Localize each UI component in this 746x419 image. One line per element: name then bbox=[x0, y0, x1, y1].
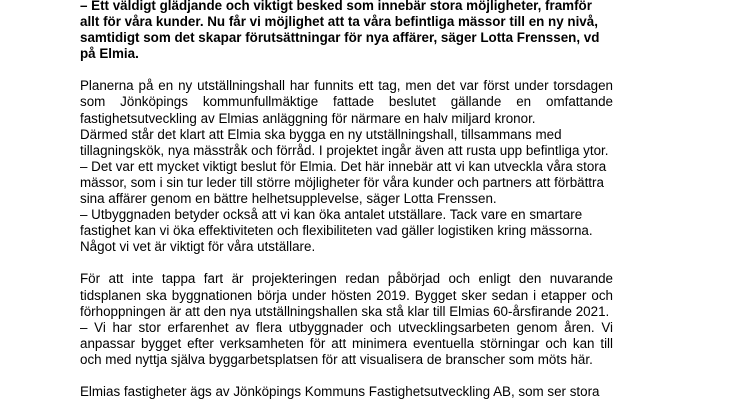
body-section-3 bbox=[80, 384, 613, 400]
lead-line: samtidigt som det skapar förutsättningar för nya affärer, säger Lotta Frenssen, vd bbox=[80, 30, 600, 46]
document-page bbox=[80, 0, 613, 416]
paragraph-timeline: För att inte tappa fart är projekteringen redan påbörjad och enligt den nuvarande tidsplanen ska byggnationen börja under hösten 2019. Bygget sker sedan i etapper och förhoppningen är att den nya utställningshallen ska stå klar till Elmias 60-årsfirande 2021. bbox=[80, 271, 613, 319]
body-section-1 bbox=[80, 78, 613, 255]
lead-quote bbox=[80, 0, 613, 62]
paragraph-ownership: Elmias fastigheter ägs av Jönköpings Kommuns Fastighetsutveckling AB, som ser stora bbox=[80, 383, 600, 399]
lead-line: – Ett väldigt glädjande och viktigt besked som innebär stora möjligheter, framför bbox=[80, 0, 592, 13]
lead-line: allt för våra kunder. Nu får vi möjlighet att ta våra befintliga mässor till en ny nivå, bbox=[80, 14, 598, 30]
paragraph-new-hall: Därmed står det klart att Elmia ska bygga en ny utställningshall, tillsammans med tillagningskök, nya mässtråk och förråd. I projektet ingår även att rusta upp befintliga ytor. bbox=[80, 126, 609, 158]
paragraph-quote-important: – Det var ett mycket viktigt beslut för Elmia. Det här innebär att vi kan utveckla våra stora mässor, som i sin tur leder till större möjligheter för våra kunder och partners att förbättra sina affärer genom en bättre helhetsupplevelse, säger Lotta Frenssen. bbox=[80, 158, 607, 207]
body-section-2 bbox=[80, 271, 613, 368]
paragraph-quote-exhibitors: – Utbyggnaden betyder också att vi kan öka antalet utställare. Tack vare en smartare fastighet kan vi öka effektiviteten och flexibiliteten vad gäller logistiken kring mässorna. Något vi vet är viktigt för våra utställare. bbox=[80, 207, 593, 255]
paragraph-quote-experience: – Vi har stor erfarenhet av flera utbyggnader och utvecklingsarbeten genom åren. Vi anpassar bygget efter verksamheten för att minimera eventuella störningar och kan till och med nyttja själva byggarbetsplatsen för att visualisera de branscher som möts här. bbox=[80, 319, 613, 367]
lead-line: på Elmia. bbox=[80, 46, 139, 62]
paragraph-decision: Planerna på en ny utställningshall har funnits ett tag, men det var först under torsdagen som Jönköpings kommunfullmäktige fattade beslutet gällande en omfattande fastighetsutveckling av Elmias anläggning för närmare en halv miljard kronor. bbox=[80, 78, 613, 126]
